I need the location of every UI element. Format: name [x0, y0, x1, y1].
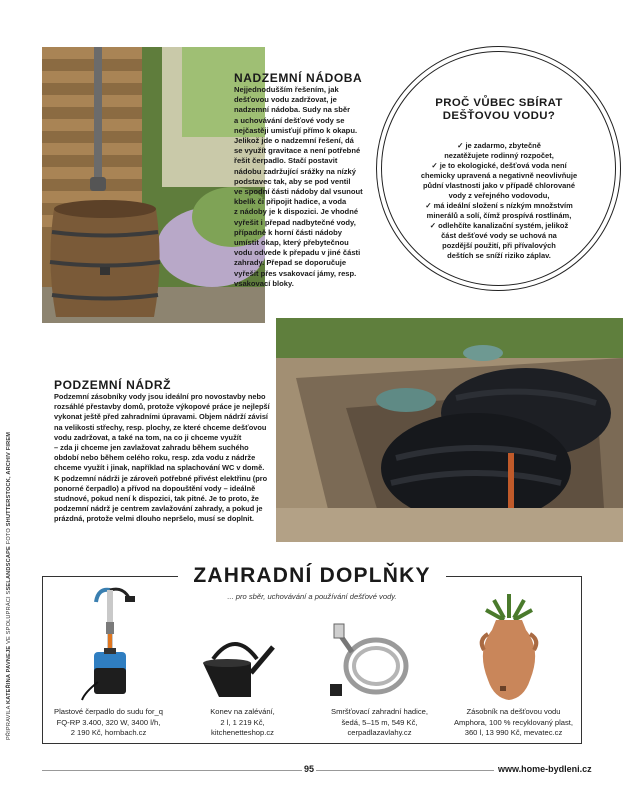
- why-line: chemicky upravená a negativně neovlivňuje: [420, 171, 578, 180]
- credit-prefix: PŘIPRAVILA: [6, 705, 12, 740]
- text-line: ve spodní části nádoby dal vsunout: [234, 187, 363, 197]
- product-caption-pump: [41, 707, 176, 739]
- text-line: vsakovací bloky.: [234, 278, 294, 288]
- text-line: vyřešit přes vsakovací jámy, resp.: [234, 268, 357, 278]
- text-line: zahrady. Přepad se doporučuje: [234, 258, 347, 268]
- text-line: nejčastěji umisťují přímo k okapu.: [234, 125, 358, 135]
- caption-line: FQ-RP 3.400, 320 W, 3400 l/h,: [56, 717, 161, 727]
- text-line: K podzemní nádrži je zároveň potřebné přivést elektřinu (pro: [54, 473, 268, 483]
- credit-cooperation: VE SPOLUPRÁCI S: [6, 590, 12, 644]
- text-line: vodu zadržovat, a také na tom, na co ji chceme využít: [54, 432, 242, 442]
- why-line: půdní vlastnosti jako v případě chlorované: [422, 181, 576, 190]
- credit-photo-label: FOTO: [6, 528, 12, 545]
- text-line: vykonat ještě před zahradními úpravami. Objem nádrží závisí: [54, 412, 268, 422]
- text-line: dešťovou vodu zadržovat, je: [234, 95, 337, 105]
- caption-line: Plastové čerpadlo do sudu for_q: [54, 707, 163, 716]
- credit-author: KATEŘINA PAVNEJE: [6, 645, 12, 704]
- text-line: ponorné čerpadlo) a přívod na dopouštění vody – ideálně: [54, 483, 256, 493]
- product-caption-amphora: [446, 707, 581, 739]
- caption-line: Smršťovací zahradní hadice,: [331, 707, 428, 716]
- caption-line: 2 190 Kč, hornbach.cz: [70, 728, 147, 738]
- text-line: z nádoby je k dispozici. Je vhodné: [234, 207, 359, 217]
- accessories-title: ZAHRADNÍ DOPLŇKY: [178, 563, 446, 589]
- text-line: případně k horní části nádoby: [234, 227, 343, 237]
- why-line: část dešťové vody se uchová na: [441, 231, 557, 240]
- page-number: 95: [304, 764, 315, 774]
- text-line: chceme využít i jinak, například na splachování WC v domě.: [54, 463, 265, 473]
- text-line: Podzemní zásobníky vody jsou ideální pro novostavby nebo: [54, 392, 266, 401]
- caption-line: Zásobník na dešťovou vodu: [466, 707, 561, 716]
- text-line: se využít gravitace a není potřebné: [234, 146, 361, 156]
- text-line: Jelikož jde o nadzemní řešení, dá: [234, 136, 354, 146]
- caption-line: kitchenetteshop.cz: [211, 728, 274, 738]
- caption-line: šedá, 5–15 m, 549 Kč,: [341, 717, 418, 727]
- rain-amphora-icon: [474, 590, 544, 702]
- product-caption-hose: [312, 707, 447, 739]
- text-line: řešit čerpadlo. Stačí postavit: [234, 156, 338, 166]
- text-line: nádobu zadržující srážky na nízký: [234, 166, 356, 176]
- why-line: ✓ je to ekologické, dešťová voda není: [431, 161, 567, 170]
- why-line: vody z veřejného vodovodu,: [448, 191, 550, 200]
- why-line: ✓ odlehčíte kanalizační systém, jelikož: [429, 221, 569, 230]
- why-line: ✓ je zadarmo, zbytečně: [457, 141, 541, 150]
- underground-body: [54, 392, 294, 525]
- water-pump-icon: [80, 582, 140, 702]
- text-line: prázdná, protože velmi dlouho nepršelo, musí se doplnit.: [54, 514, 254, 524]
- credit-partner: SELANDSCAPE: [6, 546, 12, 591]
- text-line: a uchovávání dešťové vody se: [234, 115, 345, 125]
- text-line: vodu odvede k přepadu v jiné části: [234, 248, 361, 258]
- above-ground-title: NADZEMNÍ NÁDOBA: [234, 71, 363, 85]
- caption-line: Amphora, 100 % recyklovaný plast,: [453, 717, 574, 727]
- above-ground-body: [234, 85, 384, 289]
- product-caption-watering-can: [175, 707, 310, 739]
- text-line: rozsáhlé přestavby domů, protože výkopové práce je nejlepší: [54, 402, 270, 412]
- caption-line: Konev na zalévání,: [210, 707, 275, 716]
- underground-title: PODZEMNÍ NÁDRŽ: [54, 378, 172, 392]
- why-line: minerálů a solí, čímž prospívá rostlinám,: [426, 211, 572, 220]
- underground-tanks-photo: [276, 318, 623, 542]
- text-line: studnové, pokud není k dispozici, tak pitné. Je to proto, že: [54, 494, 259, 504]
- text-line: vyřešit i přepad nadbytečné vody,: [234, 217, 356, 227]
- caption-line: 2 l, 1 219 Kč,: [220, 717, 265, 727]
- side-credit: [6, 432, 12, 740]
- text-line: nadzemní nádoba. Sudy na sběr: [234, 105, 351, 115]
- text-line: umístit okap, který přebytečnou: [234, 238, 349, 248]
- why-line: nezatěžujete rodinný rozpočet,: [444, 151, 554, 160]
- text-line: – zda ji chceme jen zavlažovat zahradu během suchého: [54, 443, 249, 453]
- why-line: ✓ má ideální složení s nízkým množstvím: [425, 201, 573, 210]
- accessories-subtitle: ... pro sběr, uchovávání a používání dešťové vody.: [227, 592, 397, 601]
- watering-can-icon: [195, 633, 275, 703]
- text-line: Nejjednodušším řešením, jak: [234, 85, 339, 94]
- caption-line: cerpadlazavlahy.cz: [347, 728, 412, 738]
- garden-hose-icon: [330, 622, 415, 702]
- why-line: deštích se sníží riziko záplav.: [447, 251, 551, 260]
- website-link[interactable]: www.home-bydleni.cz: [494, 764, 592, 774]
- text-line: na velikosti střechy, resp. plochy, ze které chceme dešťovou: [54, 422, 267, 432]
- text-line: podzemní nádrž je centrem zavlažování zahrady, a pokud je: [54, 504, 263, 514]
- rain-barrel-photo: [42, 47, 265, 323]
- why-title: PROČ VŮBEC SBÍRAT DEŠŤOVOU VODU?: [435, 97, 563, 122]
- credit-photo: SHUTTERSTOCK, ARCHIV FIREM: [6, 431, 12, 527]
- text-line: kbelík či připojit hadice, a voda: [234, 197, 347, 207]
- text-line: období nebo během celého roku, resp. zda vodu z nádrže: [54, 453, 256, 463]
- caption-line: 360 l, 13 990 Kč, mevatec.cz: [464, 728, 563, 738]
- text-line: podstavec tak, aby se pod ventil: [234, 176, 351, 186]
- why-line: pozdější použití, při přívalových: [442, 241, 556, 250]
